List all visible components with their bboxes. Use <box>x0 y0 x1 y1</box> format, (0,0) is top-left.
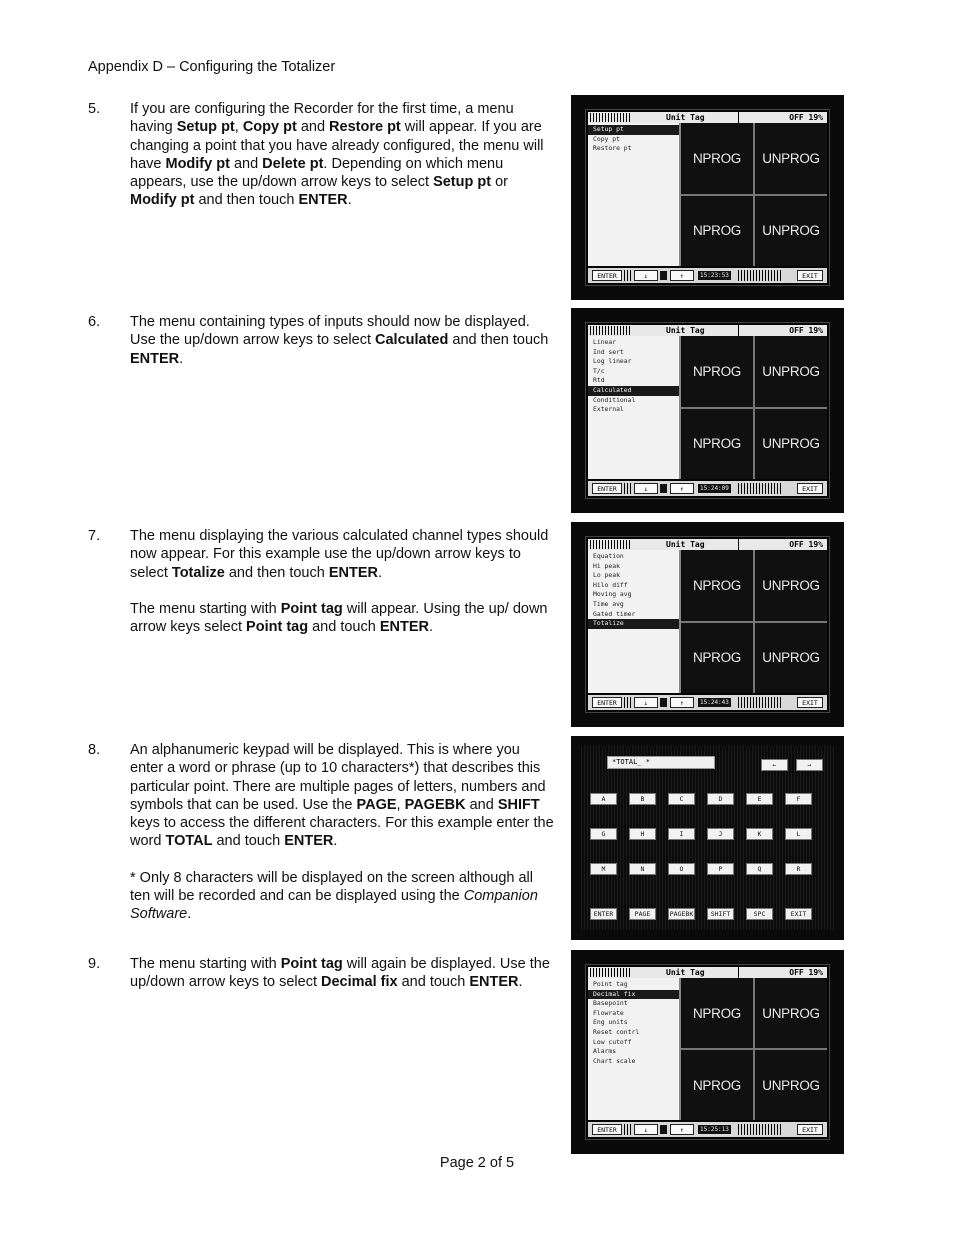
step-body <box>130 527 555 636</box>
step-number: 9. <box>88 956 101 972</box>
bar-stripes <box>624 1124 632 1135</box>
channel-grid <box>681 123 827 266</box>
softkey-bar <box>588 268 827 283</box>
status-separator <box>738 112 739 123</box>
recorder-screen <box>585 109 830 286</box>
letter-key[interactable]: F <box>785 793 812 805</box>
text-run: keys to access the different characters. For this example enter the word <box>130 815 554 850</box>
bold-term: ENTER <box>284 833 334 850</box>
text-run: . <box>377 564 383 581</box>
channel-cell: UNPROG <box>755 123 827 194</box>
step-paragraph <box>130 600 555 637</box>
recorder-screen <box>585 964 830 1140</box>
step-paragraph <box>130 313 555 368</box>
bold-term: PAGE <box>356 796 397 813</box>
channel-cell: UNPROG <box>755 336 827 407</box>
bold-term: Copy pt <box>242 119 297 136</box>
channel-cell: UNPROG <box>755 550 827 621</box>
cursor-block-icon <box>660 1125 667 1134</box>
menu-item[interactable]: Flowrate <box>593 1008 624 1017</box>
letter-key[interactable]: E <box>746 793 773 805</box>
status-bar <box>588 112 827 123</box>
channel-cell: NPROG <box>681 623 753 694</box>
text-run: or <box>491 174 508 191</box>
status-separator <box>738 967 739 978</box>
channel-cell: UNPROG <box>755 978 827 1048</box>
down-arrow-key[interactable]: ↓ <box>634 483 658 494</box>
menu-list <box>588 123 681 266</box>
softkey-bar <box>588 695 827 710</box>
step-body <box>130 741 555 924</box>
menu-item[interactable]: Linear <box>593 338 617 346</box>
menu-item[interactable]: Rtd <box>593 376 605 385</box>
text-run: will again be displayed. Use the up/down arrow keys to select <box>130 956 550 991</box>
text-run: and <box>296 119 330 136</box>
channel-cell: NPROG <box>681 123 753 194</box>
letter-key[interactable]: J <box>707 828 734 840</box>
letter-key[interactable]: I <box>668 828 695 840</box>
menu-item[interactable]: Setup pt <box>588 125 679 135</box>
bold-term: ENTER <box>379 619 429 636</box>
bold-term: SHIFT <box>497 796 540 813</box>
bar-stripes <box>738 483 782 494</box>
page-footer: Page 2 of 5 <box>439 1155 515 1171</box>
menu-item[interactable]: Restore pt <box>593 144 632 153</box>
menu-item[interactable]: Conditional <box>593 395 636 404</box>
step-paragraph <box>130 869 555 924</box>
bold-term: Setup pt <box>433 174 492 191</box>
menu-item[interactable]: Hilo diff <box>593 580 628 589</box>
letter-key[interactable]: N <box>629 863 656 875</box>
text-run: . <box>518 974 523 991</box>
menu-item[interactable]: Reset contrl <box>593 1027 640 1036</box>
screenshot-keypad <box>571 736 844 940</box>
recorder-screen <box>585 536 830 713</box>
clock-readout: 15:24:09 <box>700 485 729 492</box>
up-arrow-key[interactable]: ↑ <box>670 270 694 281</box>
bar-stripes <box>624 483 632 494</box>
exit-key[interactable]: EXIT <box>797 697 823 708</box>
letter-key[interactable]: C <box>668 793 695 805</box>
step-paragraph <box>130 741 555 851</box>
cursor-block-icon <box>660 271 667 280</box>
menu-item[interactable]: Calculated <box>588 386 679 396</box>
menu-item[interactable]: External <box>593 405 624 414</box>
step-paragraph <box>130 955 555 992</box>
bold-term: Delete pt <box>262 155 324 172</box>
menu-item[interactable]: Moving avg <box>593 590 632 599</box>
page-header: Appendix D – Configuring the Totalizer <box>88 59 336 75</box>
enter-key[interactable]: ENTER <box>592 270 622 281</box>
text-run: . <box>333 833 338 850</box>
menu-item[interactable]: Log linear <box>593 357 632 366</box>
screenshot-calculated-types <box>571 522 844 727</box>
text-run: and touch <box>308 619 380 636</box>
bold-term: Point tag <box>280 600 343 617</box>
channel-cell: NPROG <box>681 409 753 480</box>
unit-tag-label: Unit Tag <box>666 326 705 335</box>
up-arrow-key[interactable]: ↑ <box>670 1124 694 1135</box>
text-run: If you are configuring the Recorder for the first time, a menu having <box>130 101 514 136</box>
text-run: and <box>465 796 498 813</box>
text-run: will appear. Using the up/ down arrow keys select <box>130 600 548 636</box>
down-arrow-key[interactable]: ↓ <box>634 697 658 708</box>
channel-grid <box>681 550 827 693</box>
chart-stripe-indicator <box>590 113 630 122</box>
exit-key[interactable]: EXIT <box>797 483 823 494</box>
step-paragraph <box>130 527 555 582</box>
channel-cell: NPROG <box>681 336 753 407</box>
bold-term: ENTER <box>130 350 180 367</box>
menu-item[interactable]: Chart scale <box>593 1056 636 1065</box>
bold-term: ENTER <box>469 974 519 991</box>
shift-key[interactable]: SHIFT <box>707 908 734 920</box>
status-bar <box>588 967 827 978</box>
bold-term: Point tag <box>280 956 343 972</box>
menu-item[interactable]: Decimal fix <box>588 990 679 1000</box>
chart-stripe-indicator <box>590 968 630 977</box>
spc-key[interactable]: SPC <box>746 908 773 920</box>
text-run: and touch <box>212 833 285 850</box>
down-arrow-key[interactable]: ↓ <box>634 270 658 281</box>
softkey-bar <box>588 1122 827 1137</box>
step-number: 6. <box>88 314 101 330</box>
chart-stripe-indicator <box>590 540 630 549</box>
channel-grid <box>681 336 827 479</box>
text-run: * Only 8 characters will be displayed on the screen although all ten will be recorded and can be displayed using the <box>130 869 534 905</box>
letter-key[interactable]: B <box>629 793 656 805</box>
bold-term: ENTER <box>298 192 348 209</box>
bold-term: Restore pt <box>329 119 401 136</box>
up-arrow-key[interactable]: ↑ <box>670 697 694 708</box>
letter-key[interactable]: R <box>785 863 812 875</box>
letter-key[interactable]: O <box>668 863 695 875</box>
channel-cell: NPROG <box>681 196 753 267</box>
bar-stripes <box>738 270 782 281</box>
bar-stripes <box>738 697 782 708</box>
bold-term: Point tag <box>246 619 309 636</box>
status-readout: OFF 19% <box>789 326 823 335</box>
text-run: . <box>428 619 434 636</box>
left-arrow-key[interactable]: ← <box>761 759 788 771</box>
menu-item[interactable]: Low cutoff <box>593 1037 632 1046</box>
tag-entry-field[interactable]: *TOTAL_ * <box>607 756 715 769</box>
menu-item[interactable]: Gated timer <box>593 609 636 618</box>
unit-tag-label: Unit Tag <box>666 113 705 122</box>
text-run: and then touch <box>224 564 329 581</box>
text-run: , <box>234 119 243 136</box>
menu-list <box>588 550 681 693</box>
step-number: 7. <box>88 528 101 544</box>
chart-stripe-indicator <box>590 326 630 335</box>
letter-key[interactable]: P <box>707 863 734 875</box>
bold-term: Totalize <box>171 564 225 581</box>
status-separator <box>738 539 739 550</box>
letter-key[interactable]: H <box>629 828 656 840</box>
menu-list <box>588 978 681 1120</box>
unit-tag-label: Unit Tag <box>666 540 705 549</box>
menu-item[interactable]: Time avg <box>593 599 624 608</box>
step-number: 5. <box>88 101 101 117</box>
bold-term: Calculated <box>375 332 449 349</box>
letter-key[interactable]: G <box>590 828 617 840</box>
channel-cell: NPROG <box>681 1050 753 1120</box>
text-run: will appear. If you are changing a point that you have already configured, the menu will have <box>130 119 544 172</box>
menu-list <box>588 336 681 479</box>
channel-cell: UNPROG <box>755 1050 827 1120</box>
text-run: The menu starting with <box>130 600 281 617</box>
bold-term: Setup pt <box>176 119 235 136</box>
screenshot-point-menu <box>571 950 844 1154</box>
exit-key[interactable]: EXIT <box>797 1124 823 1135</box>
text-run: and touch <box>397 974 470 991</box>
channel-cell: NPROG <box>681 550 753 621</box>
menu-item[interactable]: Totalize <box>588 619 679 629</box>
status-readout: OFF 19% <box>789 540 823 549</box>
bar-stripes <box>624 697 632 708</box>
channel-cell: UNPROG <box>755 409 827 480</box>
status-separator <box>738 325 739 336</box>
recorder-screen <box>585 322 830 499</box>
text-run: . <box>179 350 184 367</box>
text-run: The menu containing types of inputs should now be displayed. Use the up/down arrow keys to select <box>130 314 530 349</box>
text-run: The menu starting with <box>130 956 281 972</box>
text-run: and then touch <box>194 192 299 209</box>
text-run: . <box>187 906 192 923</box>
channel-cell: UNPROG <box>755 196 827 267</box>
text-run: The menu displaying the various calculated channel types should now appear. For this example use the up/down arrow keys to select <box>130 528 549 581</box>
menu-item[interactable]: Ind sert <box>593 347 624 356</box>
bold-term: Modify pt <box>130 192 195 209</box>
menu-item[interactable]: Copy pt <box>593 134 620 143</box>
bold-term: Decimal fix <box>321 974 398 991</box>
bar-stripes <box>738 1124 782 1135</box>
enter-key[interactable]: ENTER <box>592 483 622 494</box>
menu-item[interactable]: Alarms <box>593 1047 617 1056</box>
italic-term: Companion Software <box>130 888 538 923</box>
menu-item[interactable]: Hi peak <box>593 561 620 570</box>
step-body <box>130 100 555 210</box>
pagebk-key[interactable]: PAGEBK <box>669 910 694 918</box>
clock-readout: 15:25:13 <box>700 1126 729 1133</box>
letter-key[interactable]: D <box>707 793 734 805</box>
screenshot-input-types <box>571 308 844 513</box>
text-run: and <box>229 155 263 172</box>
step-number: 8. <box>88 742 101 758</box>
step-paragraph <box>130 100 555 210</box>
clock-readout: 15:24:43 <box>700 699 729 706</box>
channel-cell: UNPROG <box>755 623 827 694</box>
bar-stripes <box>624 270 632 281</box>
step-body <box>130 313 555 368</box>
status-bar <box>588 325 827 336</box>
exit-key[interactable]: EXIT <box>785 908 812 920</box>
exit-key[interactable]: EXIT <box>797 270 823 281</box>
letter-key[interactable]: Q <box>746 863 773 875</box>
clock-readout: 15:23:53 <box>700 272 729 279</box>
channel-cell: NPROG <box>681 978 753 1048</box>
bold-term: PAGEBK <box>404 796 466 813</box>
text-run: , <box>396 796 405 813</box>
bold-term: Modify pt <box>165 155 230 172</box>
menu-item[interactable]: Point tag <box>593 980 628 988</box>
step-body <box>130 955 555 992</box>
bold-term: TOTAL <box>165 833 213 850</box>
keypad-screen <box>581 746 834 930</box>
text-run: and then touch <box>448 332 549 349</box>
status-bar <box>588 539 827 550</box>
softkey-bar <box>588 481 827 496</box>
letter-key[interactable]: M <box>590 863 617 875</box>
text-run: . <box>347 192 352 209</box>
up-arrow-key[interactable]: ↑ <box>670 483 694 494</box>
bold-term: ENTER <box>328 564 378 581</box>
letter-key[interactable]: L <box>785 828 812 840</box>
enter-key[interactable]: ENTER <box>590 908 617 920</box>
right-arrow-key[interactable]: → <box>796 759 823 771</box>
letter-key[interactable]: A <box>590 793 617 805</box>
enter-key[interactable]: ENTER <box>592 697 622 708</box>
menu-item[interactable]: Lo peak <box>593 571 620 580</box>
channel-grid <box>681 978 827 1120</box>
menu-item[interactable]: T/c <box>593 366 605 375</box>
status-readout: OFF 19% <box>789 113 823 122</box>
screenshot-setup-menu <box>571 95 844 300</box>
letter-key[interactable]: K <box>746 828 773 840</box>
enter-key[interactable]: ENTER <box>592 1124 622 1135</box>
page-key[interactable]: PAGE <box>629 908 656 920</box>
cursor-block-icon <box>660 484 667 493</box>
text-run: An alphanumeric keypad will be displayed. This is where you enter a word or phrase (up to 10 characters*) that describes this particular point. There are multiple pages of letters, numbers and symbols that can be used. Use the <box>130 742 546 813</box>
menu-item[interactable]: Equation <box>593 552 624 560</box>
unit-tag-label: Unit Tag <box>666 968 705 977</box>
menu-item[interactable]: Eng units <box>593 1018 628 1027</box>
down-arrow-key[interactable]: ↓ <box>634 1124 658 1135</box>
menu-item[interactable]: Basepoint <box>593 999 628 1008</box>
text-run: . Depending on which menu appears, use the up/down arrow keys to select <box>130 155 504 191</box>
cursor-block-icon <box>660 698 667 707</box>
status-readout: OFF 19% <box>789 968 823 977</box>
